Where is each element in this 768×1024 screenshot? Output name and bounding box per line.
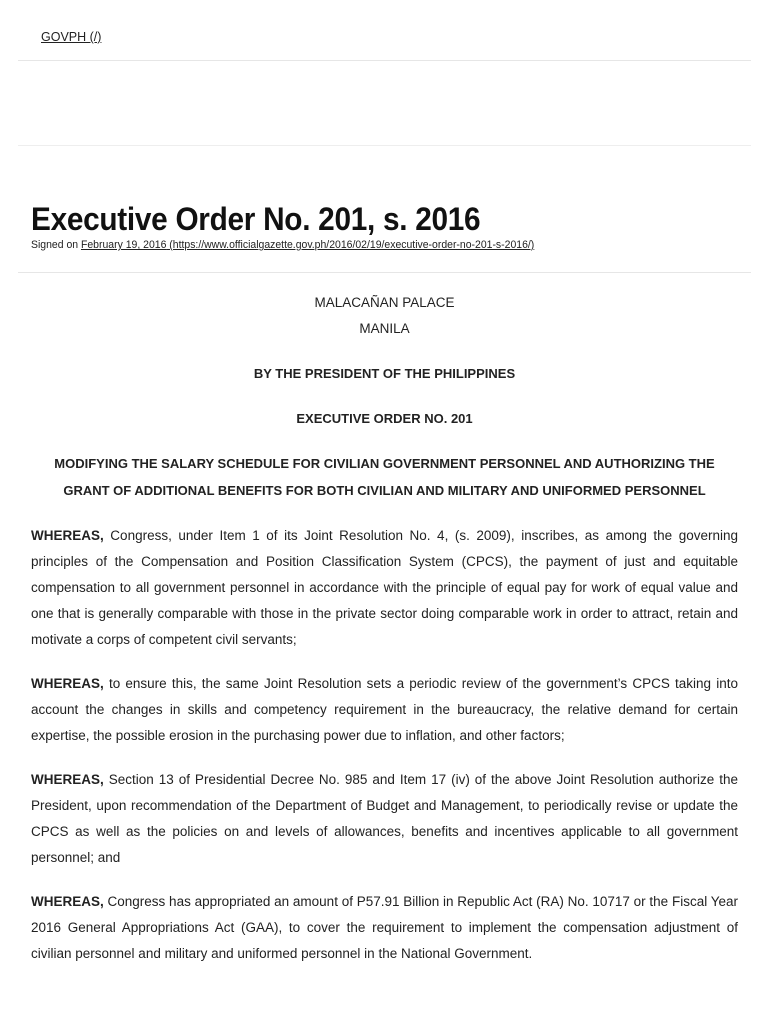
document-body — [31, 290, 738, 985]
whereas-lead: WHEREAS, — [31, 528, 104, 543]
whereas-lead: WHEREAS, — [31, 894, 104, 909]
paragraph-text: to ensure this, the same Joint Resolution sets a periodic review of the government’s CPCS taking into account the changes in skills and competency requirement in the bureaucracy, the relative demand for certain expertise, the possible erosion in the purchasing power due to inflation, and other factors; — [31, 676, 738, 743]
title-section — [18, 146, 751, 273]
paragraph-text: Section 13 of Presidential Decree No. 985 and Item 17 (iv) of the above Joint Resolution authorize the President, upon recommendation of the Department of Budget and Management, to periodically revise or update the CPCS as well as the policies on and levels of allowances, benefits and incentives applicable to all government personnel; and — [31, 772, 738, 865]
signed-date: February 19, 2016 — [80, 239, 167, 251]
paragraph-text: Congress has appropriated an amount of P57.91 Billion in Republic Act (RA) No. 10717 or the Fiscal Year 2016 General Appropriations Act (GAA), to cover the requirement to implement the compensation adjustment of civilian personnel and military and uniformed personnel in the National Government. — [31, 894, 738, 961]
signed-line — [31, 239, 534, 251]
whereas-paragraph-2 — [31, 671, 738, 749]
whereas-lead: WHEREAS, — [31, 676, 104, 691]
govph-home-link[interactable]: GOVPH (/) — [41, 30, 102, 44]
page-title: Executive Order No. 201, s. 2016 — [31, 201, 481, 237]
order-number-heading: EXECUTIVE ORDER NO. 201 — [296, 411, 473, 426]
whereas-paragraph-4 — [31, 889, 738, 967]
paragraph-text: Congress, under Item 1 of its Joint Resolution No. 4, (s. 2009), inscribes, as among the governing principles of the Compensation and Position Classification System (CPCS), the payment of just and equitable compensation to all government personnel in accordance with the principle of equal pay for work of equal value and one that is generally comparable with those in the private sector doing comparable work in order to attract, retain and motivate a corps of competent civil servants; — [31, 528, 738, 647]
whereas-paragraph-3 — [31, 767, 738, 871]
signed-prefix: Signed on — [31, 239, 81, 251]
signed-url: (https://www.officialgazette.gov.ph/2016/02/19/executive-order-no-201-s-2016/) — [166, 239, 535, 251]
whereas-paragraph-1 — [31, 523, 738, 653]
order-subject-heading: MODIFYING THE SALARY SCHEDULE FOR CIVILIAN GOVERNMENT PERSONNEL AND AUTHORIZING THE GRANT OF ADDITIONAL BENEFITS FOR BOTH CIVILIAN AND MILITARY AND UNIFORMED PERSONNEL — [54, 456, 715, 498]
top-navigation — [18, 0, 751, 61]
signed-date-link[interactable] — [81, 239, 534, 251]
header-city: MANILA — [359, 321, 410, 336]
header-banner-area — [18, 61, 751, 146]
by-the-president-heading: BY THE PRESIDENT OF THE PHILIPPINES — [253, 366, 516, 381]
whereas-lead: WHEREAS, — [31, 772, 104, 787]
header-palace: MALACAÑAN PALACE — [314, 295, 455, 310]
